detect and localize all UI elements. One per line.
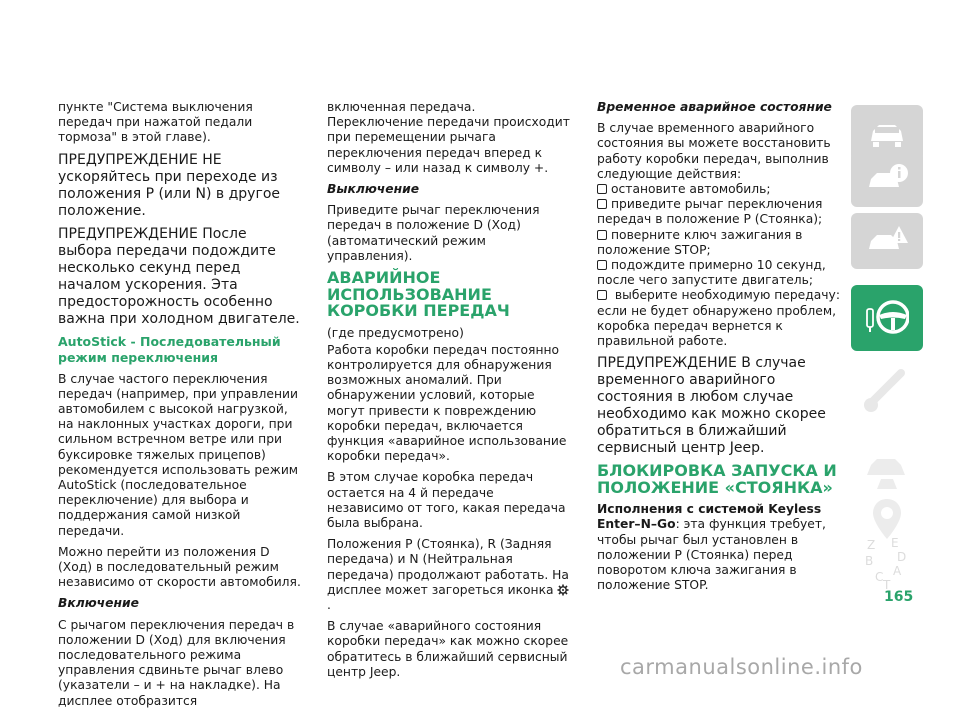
index-letter: E [891,536,899,550]
checkbox-icon [597,290,607,300]
checklist-item: выберите необходимую передачу: [597,288,842,303]
index-icon [861,533,913,593]
info-icon [865,161,909,197]
warning-paragraph: ПРЕДУПРЕЖДЕНИЕ НЕ ускоряйтесь при переходе из положения Р (или N) в другое положение. [58,151,281,219]
checklist-item: приведите рычаг переключения передач в положение Р (Стоянка); [597,197,823,227]
paragraph-text: : эта функция требует, чтобы рычаг был установлен в положении Р (Стоянка) перед поворотом ключа зажигания в положение STOP. [597,517,826,593]
index-letter: T [883,578,891,592]
paragraph: Можно перейти из положения D (Ход) в последовательный режим независимо от скорости автомобиля. [58,544,301,590]
index-letter: D [897,550,907,564]
index-letter: C [875,570,884,584]
warning-icon [865,223,909,259]
paragraph: Работа коробки передач постоянно контролируется для обнаружения возможных аномалий. При обнаружении условий, которые могут привести к повреждению коробки передач, включается функция «аварийное использование коробки передач». [327,342,567,464]
steering-wheel-icon [865,299,909,335]
paragraph: В этом случае коробка передач остается на 4 й передаче независимо от того, какая передача была выбрана. [327,470,566,530]
checklist [597,182,842,304]
subheading: Включение [58,596,139,611]
car-icon [865,115,909,151]
variant-label: Исполнения с системой Keyless Enter–N–Go [597,502,822,532]
paragraph: Приведите рычаг переключения передач в положение D (Ход) (автоматический режим управления). [327,203,540,263]
checklist-item: поверните ключ зажигания в положение STOP; [597,227,803,257]
paragraph-text: Положения Р (Стоянка), R (Задняя передача) и N (Нейтральная передача) продолжают работать. На дисплее может загореться иконка [327,537,569,597]
tab-warning[interactable] [851,213,923,269]
section-heading: AutoStick - Последовательный режим переключения [58,333,281,365]
chapter-tabs [851,105,923,650]
paragraph: В случае «аварийного состояния коробки передач» как можно скорее обратитесь в ближайший сервисный центр Jeep. [327,619,569,679]
service-icon [861,365,913,415]
tab-steering-wheel[interactable] [851,285,923,351]
paragraph: включенная передача. Переключение передачи происходит при перемещении рычага переключения передач вперед к символу – или назад к символу +. [327,100,570,175]
checkbox-icon [597,260,607,270]
paragraph [327,537,572,613]
column-1 [58,100,303,715]
checkbox-icon [597,199,607,209]
paragraph: если не будет обнаружено проблем, коробка передач вернется к правильной работе. [597,303,837,349]
index-letter: Z [867,538,876,552]
paragraph: С рычагом переключения передач в положении D (Ход) для включения последовательного режима управления сдвиньте рычаг влево (указатели – и + на накладке). На дисплее отобразится [58,617,295,708]
tab-info[interactable] [851,151,923,207]
paragraph [597,502,842,593]
paragraph-end: . [327,597,331,612]
watermark: carmanualsonline.info [620,655,863,679]
transmission-warning-icon [557,584,569,596]
paragraph: В случае частого переключения передач (например, при управлении автомобилем с высокой нагрузкой, на наклонных участках дороги, при сильном встречном ветре или при буксировке тяжелых прицепов) рекомендуется использовать режим AutoStick (последовательное переключение) для выбора и поддержания самой низкой передачи. [58,371,299,538]
checklist-item: подождите примерно 10 секунд, после чего запустите двигатель; [597,258,826,288]
column-3 [597,100,842,599]
warning-paragraph: ПРЕДУПРЕЖДЕНИЕ В случае временного аварийного состояния в любом случае необходимо как можно скорее обратиться в ближайший сервисный центр Jeep. [597,355,826,457]
column-2 [327,100,572,686]
index-letter: B [865,554,874,568]
checklist-item: остановите автомобиль; [597,182,842,197]
subheading: Временное аварийное состояние [597,100,832,114]
paragraph: В случае временного аварийного состояния вы можете восстановить работу коробки передач, выполнив следующие действия: [597,121,831,181]
paragraph: (где предусмотрено) [327,325,464,340]
checkbox-icon [597,230,607,240]
page-number: 165 [884,589,914,605]
warning-paragraph: ПРЕДУПРЕЖДЕНИЕ После выбора передачи подождите несколько секунд перед началом ускорения. Эта предосторожность особенно важна при холодном двигателе. [58,225,300,327]
checkbox-icon [597,184,607,194]
section-heading: БЛОКИРОВКА ЗАПУСКА И ПОЛОЖЕНИЕ «СТОЯНКА» [597,461,837,497]
paragraph: пункте "Система выключения передач при нажатой педали тормоза" в этой главе). [58,100,253,145]
tools-icon [861,445,913,495]
subheading: Выключение [327,182,420,197]
section-heading: АВАРИЙНОЕ ИСПОЛЬЗОВАНИЕ КОРОБКИ ПЕРЕДАЧ [327,268,510,321]
index-letter: A [893,564,902,578]
